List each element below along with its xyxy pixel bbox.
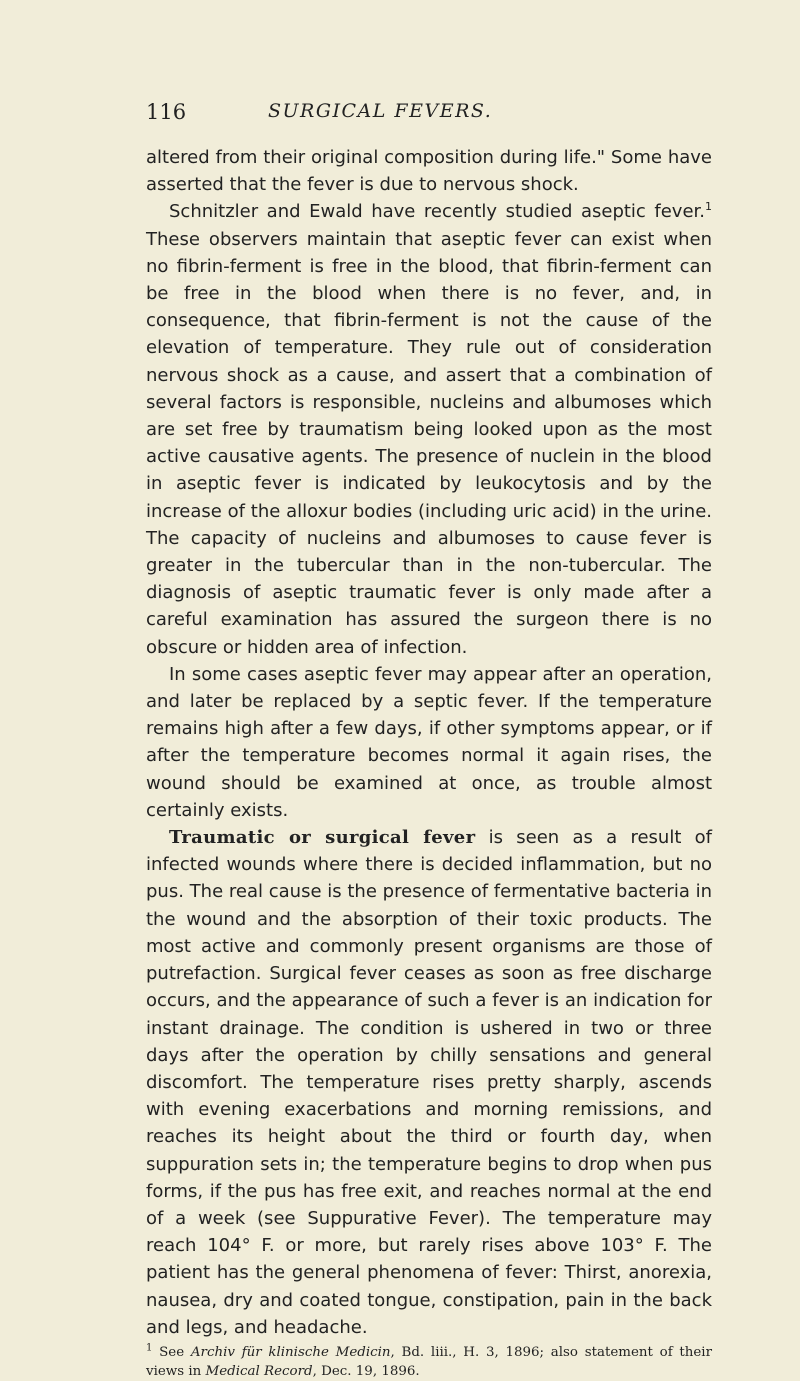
paragraph-aseptic-to-septic xyxy=(146,661,712,824)
footnote-text: , Bd. liii., H. 3, 1896; also statement of their views in xyxy=(146,1344,712,1379)
paragraph-traumatic-fever xyxy=(146,824,712,1341)
footnote-text: , Dec. 19, 1896. xyxy=(312,1363,420,1379)
page-number: 116 xyxy=(146,100,187,124)
paragraph-continuation xyxy=(146,144,712,198)
paragraph-text: In some cases aseptic fever may appear after an operation, and later be replaced by a septic fever. If the temperature remains high after a few days, if other symptoms appear, or if after the temperature becomes normal it again rises, the wound should be examined at once, as trouble almost certainly exists. xyxy=(146,663,712,821)
running-head xyxy=(146,96,712,144)
paragraph-text: is seen as a result of infected wounds where there is decided inflammation, but no pus. The real cause is the presence of fermentative bacteria in the wound and the absorption of their toxic products. The most active and commonly present organisms are those of putrefaction. Surgical fever ceases as soon as free discharge occurs, and the appearance of such a fever is an indication for instant drainage. The condition is ushered in two or three days after the operation by chilly sensations and general discomfort. The temperature rises pretty sharply, ascends with evening exacerbations and morning remissions, and reaches its height about the third or fourth day, when suppuration sets in; the temperature begins to drop when pus forms, if the pus has free exit, and reaches normal at the end of a week (see Suppurative Fever). The temperature may reach 104° F. or more, but rarely rises above 103° F. The patient has the general phenomena of fever: Thirst, anorexia, nausea, dry and coated tongue, constipation, pain in the back and legs, and headache. xyxy=(146,827,712,1338)
paragraph-text: These observers maintain that aseptic fever can exist when no fibrin-ferment is free in the blood, that fibrin-ferment can be free in the blood when there is no fever, and, in consequence, that fibrin-ferment is not the cause of the elevation of temperature. They rule out of consideration nervous shock as a cause, and assert that a combination of several factors is responsible, nucleins and albumoses which are set free by traumatism being looked upon as the most active causative agents. The presence of nuclein in the blood in aseptic fever is indicated by leukocytosis and by the increase of the alloxur bodies (including uric acid) in the urine. The capacity of nucleins and albumoses to cause fever is greater in the tubercular than in the non-tubercular. The diagnosis of aseptic traumatic fever is only made after a careful examination has assured the surgeon there is no obscure or hidden area of infection. xyxy=(146,228,712,658)
footnote-reference[interactable]: 1 xyxy=(705,200,712,214)
paragraph-schnitzler-ewald xyxy=(146,198,712,660)
paragraph-text: altered from their original composition during life." Some have asserted that the fever is due to nervous shock. xyxy=(146,147,712,196)
body-text xyxy=(146,144,712,1341)
run-in-heading: Traumatic or surgical fever xyxy=(169,827,476,849)
paragraph-text: Schnitzler and Ewald have recently studied aseptic fever. xyxy=(169,201,705,223)
footnote-mark: 1 xyxy=(146,1342,153,1354)
footnote xyxy=(146,1343,712,1381)
running-title: SURGICAL FEVERS. xyxy=(268,100,493,122)
footnote-journal: Archiv für klinische Medicin xyxy=(190,1344,391,1360)
footnote-text: See xyxy=(159,1344,191,1360)
footnote-journal: Medical Record xyxy=(205,1363,313,1379)
